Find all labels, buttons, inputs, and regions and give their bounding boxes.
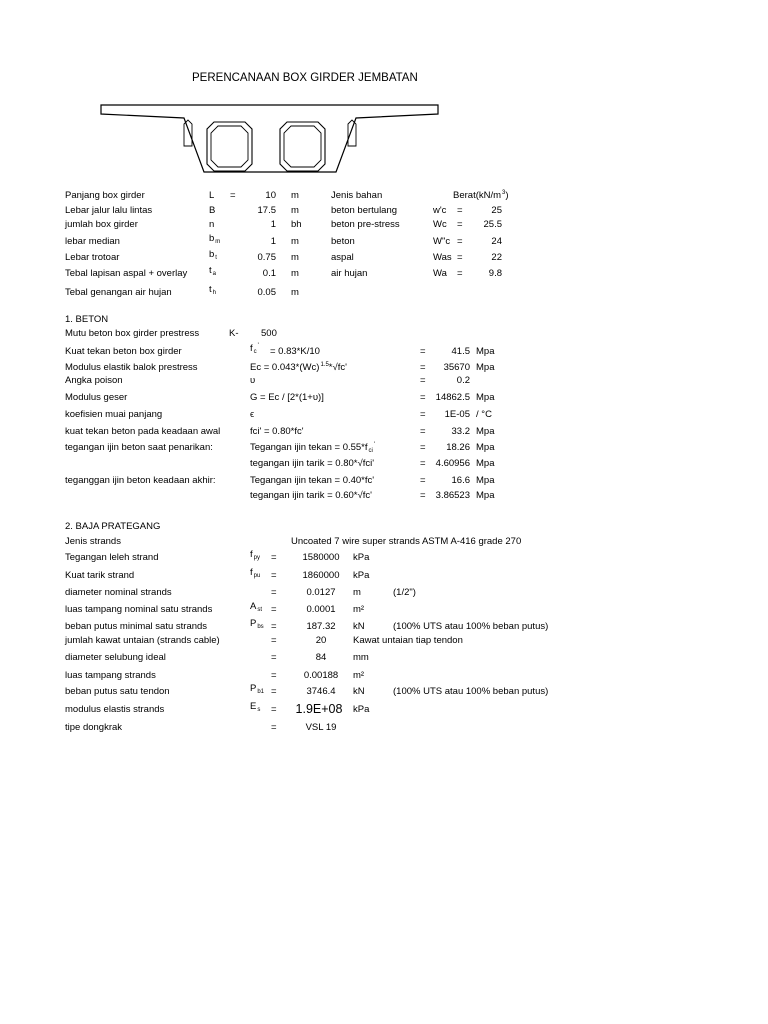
baja-note: (100% UTS atau 100% beban putus) bbox=[393, 686, 549, 697]
baja-unit: Kawat untaian tiap tendon bbox=[353, 635, 463, 646]
baja-unit: kPa bbox=[353, 570, 370, 581]
beton-unit: Mpa bbox=[476, 392, 495, 403]
baja-value: 1860000 bbox=[302, 570, 340, 581]
beton-label: tegangan ijin beton saat penarikan: bbox=[65, 442, 213, 453]
beton-label: Angka poison bbox=[65, 375, 123, 386]
baja-label: jumlah kawat untaian (strands cable) bbox=[65, 635, 220, 646]
beton-expression-subscript: ci bbox=[368, 448, 373, 454]
beton-unit: / °C bbox=[476, 409, 492, 420]
beton-unit: Mpa bbox=[476, 475, 495, 486]
beton-equals: = bbox=[420, 346, 426, 357]
beton-expression: tegangan ijin tarik = 0.60*√fc' bbox=[250, 490, 372, 501]
material-name: beton bbox=[331, 236, 355, 247]
param-symbol: L bbox=[209, 190, 215, 201]
beton-expression: ϵ bbox=[250, 409, 255, 420]
material-header-close: ) bbox=[505, 190, 509, 201]
beton-expression: Tegangan ijin tekan = 0.40*fc' bbox=[250, 475, 375, 486]
param-symbol: $b_t$ bbox=[209, 249, 217, 261]
beton-unit: Mpa bbox=[476, 362, 495, 373]
beton-mutu-value: 500 bbox=[261, 328, 277, 339]
material-value: 25 bbox=[491, 205, 502, 216]
baja-label: Tegangan leleh strand bbox=[65, 552, 159, 563]
beton-expression: = 0.83*K/10 bbox=[270, 346, 320, 357]
beton-expression: G = Ec / [2*(1+υ)] bbox=[250, 392, 324, 403]
baja-symbol: $f_{pu}$ bbox=[250, 567, 261, 579]
param-symbol: B bbox=[209, 205, 216, 216]
baja-equals: = bbox=[271, 704, 277, 715]
beton-symbol-subscript: c bbox=[253, 349, 257, 355]
param-symbol: $b_m$ bbox=[209, 233, 221, 245]
baja-symbol: $f_{py}$ bbox=[250, 549, 260, 561]
baja-value: 1580000 bbox=[302, 552, 340, 563]
baja-symbol-subscript: pu bbox=[253, 573, 261, 579]
baja-value: 1.9E+08 bbox=[295, 702, 343, 716]
section-heading-beton: 1. BETON bbox=[65, 314, 109, 325]
material-value: 9.8 bbox=[488, 268, 502, 279]
beton-label: teganggan ijin beton keadaan akhir: bbox=[65, 475, 216, 486]
baja-unit: m² bbox=[353, 670, 365, 681]
baja-label: luas tampang strands bbox=[65, 670, 156, 681]
param-label: Panjang box girder bbox=[65, 190, 145, 201]
page-title: PERENCANAAN BOX GIRDER JEMBATAN bbox=[192, 72, 418, 84]
baja-label: luas tampang nominal satu strands bbox=[65, 604, 213, 615]
baja-symbol: $P_{b1}$ bbox=[250, 683, 265, 695]
beton-expression: υ bbox=[250, 375, 256, 386]
beton-value: 14862.5 bbox=[435, 392, 470, 403]
material-name: aspal bbox=[331, 252, 354, 263]
param-label: Lebar jalur lalu lintas bbox=[65, 205, 153, 216]
baja-note: (100% UTS atau 100% beban putus) bbox=[393, 621, 549, 632]
beton-label: Modulus geser bbox=[65, 392, 128, 403]
baja-note: (1/2") bbox=[393, 587, 416, 598]
material-header-name: Jenis bahan bbox=[331, 190, 383, 201]
material-equals: = bbox=[457, 236, 463, 247]
material-equals: = bbox=[457, 219, 463, 230]
beton-expression: fci' = 0.80*fc' bbox=[250, 426, 304, 437]
beton-mutu-label: Mutu beton box girder prestress bbox=[65, 328, 200, 339]
baja-unit: kPa bbox=[353, 704, 370, 715]
param-symbol-subscript: t bbox=[215, 255, 217, 261]
baja-value: 0.00188 bbox=[303, 670, 339, 681]
baja-unit: kN bbox=[353, 621, 365, 632]
baja-equals: = bbox=[271, 552, 277, 563]
baja-unit: kPa bbox=[353, 552, 370, 563]
beton-value: 16.6 bbox=[451, 475, 470, 486]
param-symbol: $t_h$ bbox=[209, 284, 216, 296]
beton-equals: = bbox=[420, 375, 426, 386]
beton-expression-superscript: 1.5 bbox=[320, 362, 329, 368]
material-symbol: w'c bbox=[433, 205, 447, 216]
param-unit: m bbox=[291, 287, 299, 298]
beton-expression: $Ec = 0.043*(Wc)^{1.5}*√fc'$ bbox=[250, 362, 347, 373]
beton-equals: = bbox=[420, 392, 426, 403]
baja-symbol-subscript: b1 bbox=[257, 689, 265, 695]
material-header-superscript: 3 bbox=[502, 190, 506, 196]
beton-unit: Mpa bbox=[476, 346, 495, 357]
beton-symbol-superscript: ' bbox=[257, 343, 259, 349]
baja-symbol: $P_{bs}$ bbox=[250, 618, 264, 630]
param-label: jumlah box girder bbox=[65, 219, 138, 230]
beton-equals: = bbox=[420, 362, 426, 373]
baja-value: 0.0127 bbox=[306, 587, 336, 598]
param-equals: = bbox=[230, 190, 236, 201]
param-unit: m bbox=[291, 205, 299, 216]
beton-unit: Mpa bbox=[476, 458, 495, 469]
baja-label: modulus elastis strands bbox=[65, 704, 165, 715]
material-equals: = bbox=[457, 205, 463, 216]
baja-label: Kuat tarik strand bbox=[65, 570, 135, 581]
beton-mutu-k: K- bbox=[229, 328, 239, 339]
param-label: Tebal lapisan aspal + overlay bbox=[65, 268, 188, 279]
baja-symbol-subscript: bs bbox=[257, 624, 264, 630]
beton-equals: = bbox=[420, 409, 426, 420]
param-unit: bh bbox=[291, 219, 302, 230]
beton-value: 0.2 bbox=[456, 375, 470, 386]
material-symbol: Wa bbox=[433, 268, 447, 279]
baja-equals: = bbox=[271, 604, 277, 615]
beton-label: Kuat tekan beton box girder bbox=[65, 346, 182, 357]
baja-label: diameter nominal strands bbox=[65, 587, 172, 598]
section-heading-baja: 2. BAJA PRATEGANG bbox=[65, 521, 161, 532]
baja-equals: = bbox=[271, 722, 277, 733]
param-unit: m bbox=[291, 268, 299, 279]
param-value: 0.75 bbox=[257, 252, 276, 263]
material-symbol: Was bbox=[433, 252, 452, 263]
baja-jenis-value: Uncoated 7 wire super strands ASTM A-416 grade 270 bbox=[291, 536, 522, 547]
beton-equals: = bbox=[420, 475, 426, 486]
baja-value: VSL 19 bbox=[305, 722, 337, 733]
baja-label: diameter selubung ideal bbox=[65, 652, 166, 663]
beton-unit: Mpa bbox=[476, 490, 495, 501]
baja-value: 187.32 bbox=[306, 621, 336, 632]
material-name: beton bertulang bbox=[331, 205, 398, 216]
beton-equals: = bbox=[420, 426, 426, 437]
baja-value: 0.0001 bbox=[306, 604, 336, 615]
baja-symbol-subscript: st bbox=[257, 607, 263, 613]
baja-symbol-subscript: s bbox=[257, 707, 261, 713]
material-equals: = bbox=[457, 268, 463, 279]
param-label: lebar median bbox=[65, 236, 120, 247]
box-girder-cross-section-diagram bbox=[100, 100, 440, 178]
beton-value: 18.26 bbox=[446, 442, 470, 453]
beton-value: 41.5 bbox=[451, 346, 470, 357]
baja-unit: mm bbox=[353, 652, 369, 663]
param-unit: m bbox=[291, 236, 299, 247]
baja-unit: m bbox=[353, 587, 361, 598]
material-symbol: Wc bbox=[433, 219, 447, 230]
param-symbol-subscript: h bbox=[212, 290, 216, 296]
baja-equals: = bbox=[271, 686, 277, 697]
beton-equals: = bbox=[420, 458, 426, 469]
baja-unit: m² bbox=[353, 604, 365, 615]
param-value: 1 bbox=[270, 236, 276, 247]
param-symbol-subscript: a bbox=[212, 271, 216, 277]
baja-value: 20 bbox=[315, 635, 327, 646]
beton-value: 33.2 bbox=[451, 426, 470, 437]
baja-label: beban putus minimal satu strands bbox=[65, 621, 208, 632]
beton-expression-superscript: ' bbox=[373, 442, 376, 448]
baja-equals: = bbox=[271, 652, 277, 663]
baja-equals: = bbox=[271, 635, 277, 646]
material-value: 25.5 bbox=[483, 219, 502, 230]
baja-equals: = bbox=[271, 621, 277, 632]
material-header-weight: $Berat(kN/m^3)$ bbox=[453, 190, 509, 201]
beton-unit: Mpa bbox=[476, 426, 495, 437]
param-symbol: n bbox=[209, 219, 215, 230]
param-value: 0.1 bbox=[262, 268, 276, 279]
baja-value: 3746.4 bbox=[306, 686, 336, 697]
beton-value: 3.86523 bbox=[435, 490, 470, 501]
beton-value: 1E-05 bbox=[444, 409, 470, 420]
beton-value: 35670 bbox=[443, 362, 470, 373]
material-name: beton pre-stress bbox=[331, 219, 400, 230]
param-symbol: $t_a$ bbox=[209, 265, 216, 277]
material-equals: = bbox=[457, 252, 463, 263]
baja-value: 84 bbox=[315, 652, 327, 663]
baja-jenis-label: Jenis strands bbox=[65, 536, 121, 547]
param-value: 1 bbox=[270, 219, 276, 230]
param-value: 0.05 bbox=[257, 287, 276, 298]
beton-symbol: $f_c'$ bbox=[250, 343, 259, 355]
param-unit: m bbox=[291, 190, 299, 201]
baja-equals: = bbox=[271, 670, 277, 681]
beton-value: 4.60956 bbox=[435, 458, 470, 469]
beton-label: Modulus elastik balok prestress bbox=[65, 362, 198, 373]
baja-equals: = bbox=[271, 570, 277, 581]
baja-symbol-subscript: py bbox=[253, 555, 260, 561]
beton-equals: = bbox=[420, 490, 426, 501]
baja-label: tipe dongkrak bbox=[65, 722, 123, 733]
beton-expression-tail: *√fc' bbox=[328, 362, 347, 373]
beton-label: koefisien muai panjang bbox=[65, 409, 163, 420]
baja-label: beban putus satu tendon bbox=[65, 686, 170, 697]
beton-expression: Tegangan ijin tekan = $0.55*f_{ci}'$ bbox=[250, 442, 376, 454]
beton-expression: tegangan ijin tarik = 0.80*√fci' bbox=[250, 458, 375, 469]
baja-equals: = bbox=[271, 587, 277, 598]
baja-unit: kN bbox=[353, 686, 365, 697]
param-value: 17.5 bbox=[257, 205, 276, 216]
param-symbol-subscript: m bbox=[215, 239, 221, 245]
beton-equals: = bbox=[420, 442, 426, 453]
param-label: Tebal genangan air hujan bbox=[65, 287, 172, 298]
material-name: air hujan bbox=[331, 268, 368, 279]
material-value: 24 bbox=[491, 236, 502, 247]
baja-symbol: $A_{st}$ bbox=[250, 601, 263, 613]
beton-label: kuat tekan beton pada keadaan awal bbox=[65, 426, 221, 437]
beton-unit: Mpa bbox=[476, 442, 495, 453]
param-unit: m bbox=[291, 252, 299, 263]
material-symbol: W"c bbox=[433, 236, 451, 247]
material-value: 22 bbox=[491, 252, 502, 263]
param-value: 10 bbox=[265, 190, 276, 201]
param-label: Lebar trotoar bbox=[65, 252, 120, 263]
baja-symbol: $E_s$ bbox=[250, 701, 261, 713]
